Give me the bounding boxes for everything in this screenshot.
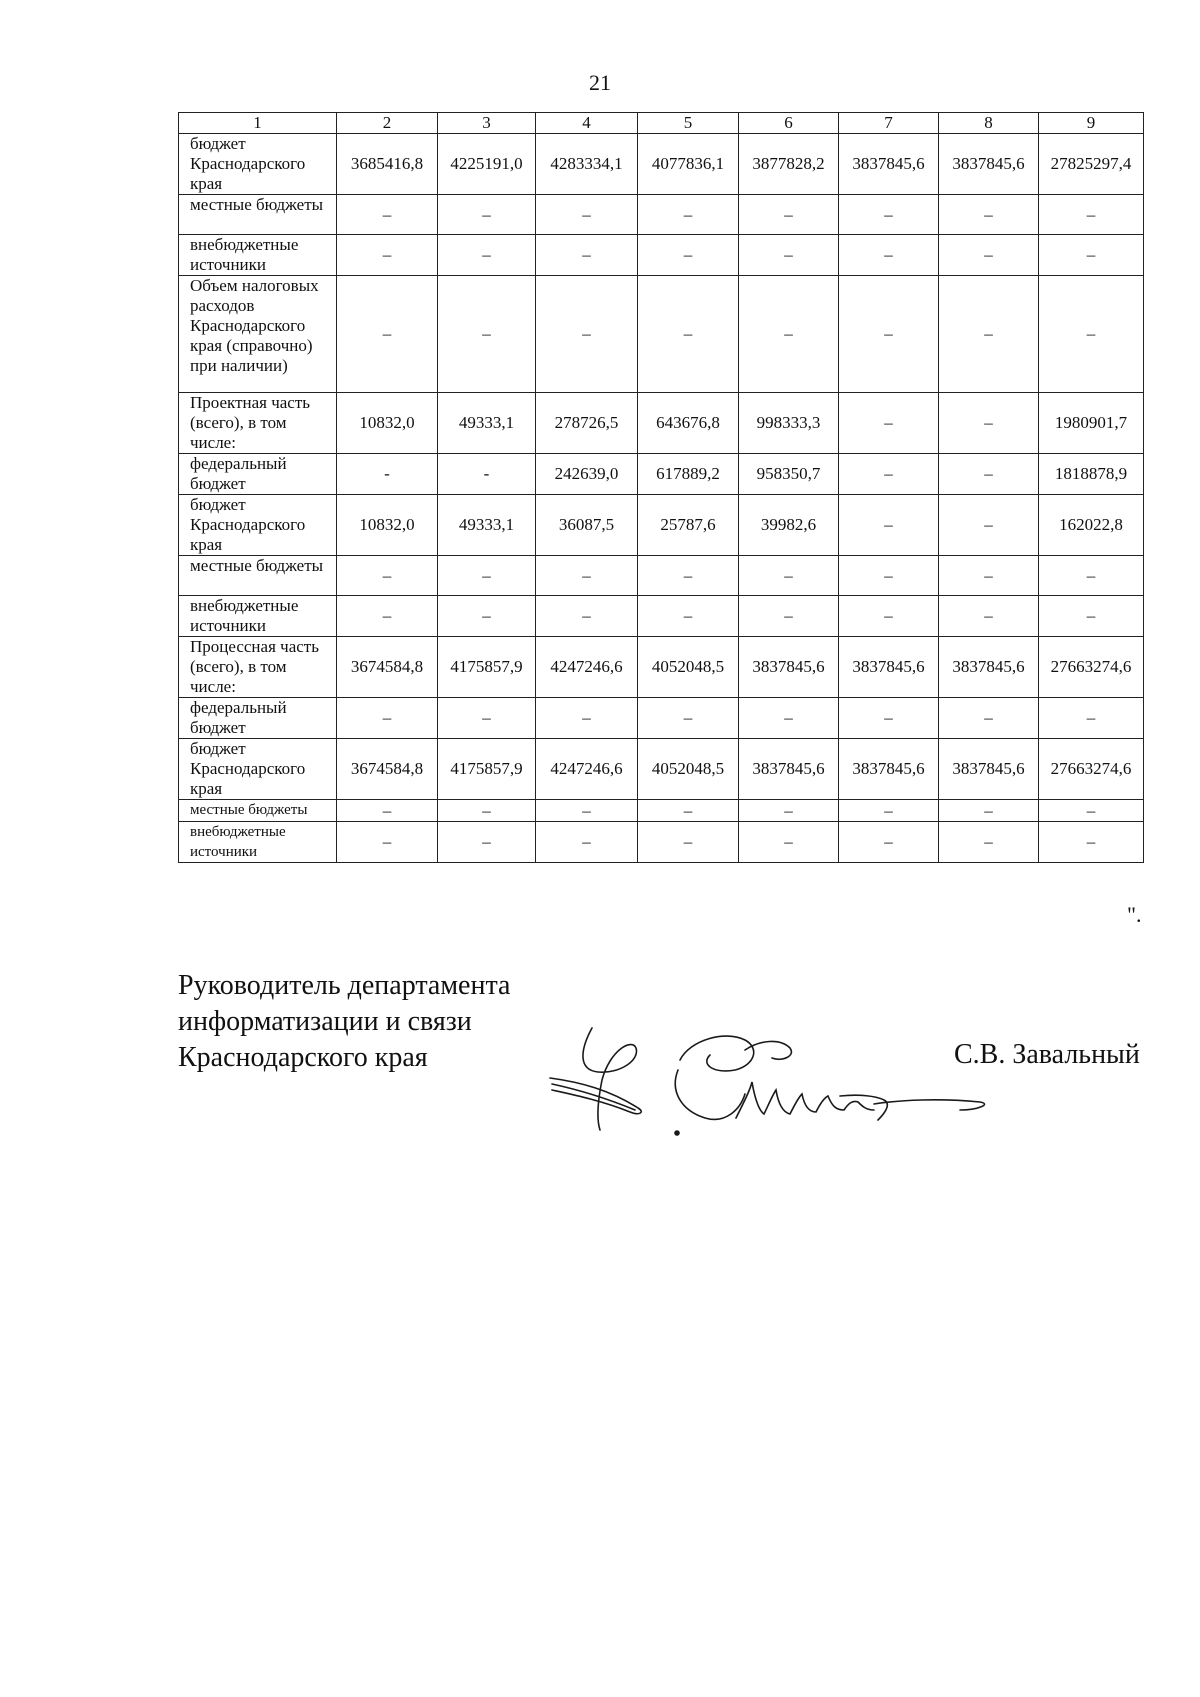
table-row: [179, 195, 1144, 235]
value-cell: 10832,0: [337, 393, 438, 454]
value-cell: 27663274,6: [1039, 637, 1144, 698]
value-cell: -: [438, 454, 536, 495]
row-label-cell: Процессная часть (всего), в том числе:: [179, 637, 337, 698]
value-cell: 4175857,9: [438, 637, 536, 698]
row-label-cell: внебюджетные источники: [179, 596, 337, 637]
value-cell: –: [739, 195, 839, 235]
value-cell: –: [1039, 698, 1144, 739]
value-cell: –: [438, 596, 536, 637]
value-cell: –: [438, 800, 536, 822]
value-cell: –: [438, 698, 536, 739]
value-cell: –: [839, 495, 939, 556]
value-cell: 242639,0: [536, 454, 638, 495]
value-cell: 617889,2: [638, 454, 739, 495]
value-cell: 4052048,5: [638, 637, 739, 698]
value-cell: –: [739, 235, 839, 276]
value-cell: –: [939, 276, 1039, 393]
value-cell: –: [939, 556, 1039, 596]
row-label-cell: местные бюджеты: [179, 800, 337, 822]
table-row: [179, 556, 1144, 596]
column-number-cell: 6: [739, 113, 839, 134]
value-cell: 278726,5: [536, 393, 638, 454]
value-cell: –: [638, 596, 739, 637]
page-number: 21: [589, 70, 611, 95]
value-cell: –: [939, 454, 1039, 495]
row-label-cell: федеральный бюджет: [179, 454, 337, 495]
value-cell: 3837845,6: [839, 739, 939, 800]
value-cell: 36087,5: [536, 495, 638, 556]
value-cell: 3674584,8: [337, 739, 438, 800]
value-cell: –: [337, 195, 438, 235]
value-cell: 3837845,6: [939, 637, 1039, 698]
value-cell: –: [337, 596, 438, 637]
value-cell: –: [438, 822, 536, 863]
value-cell: –: [337, 822, 438, 863]
table-row: [179, 800, 1144, 822]
value-cell: –: [1039, 822, 1144, 863]
value-cell: –: [638, 822, 739, 863]
value-cell: –: [739, 596, 839, 637]
table-row: [179, 596, 1144, 637]
value-cell: –: [438, 235, 536, 276]
handwritten-signature: [540, 1010, 1020, 1150]
table-row: [179, 393, 1144, 454]
value-cell: 162022,8: [1039, 495, 1144, 556]
value-cell: 49333,1: [438, 495, 536, 556]
value-cell: –: [337, 235, 438, 276]
value-cell: –: [536, 556, 638, 596]
value-cell: 4247246,6: [536, 637, 638, 698]
row-label-cell: внебюджетные источники: [179, 822, 337, 863]
value-cell: –: [839, 596, 939, 637]
value-cell: –: [739, 276, 839, 393]
value-cell: 3877828,2: [739, 134, 839, 195]
value-cell: –: [1039, 596, 1144, 637]
table-row: [179, 134, 1144, 195]
value-cell: –: [939, 235, 1039, 276]
value-cell: –: [337, 800, 438, 822]
column-number-cell: 8: [939, 113, 1039, 134]
value-cell: –: [536, 698, 638, 739]
table-row: [179, 739, 1144, 800]
table-row: [179, 698, 1144, 739]
value-cell: -: [337, 454, 438, 495]
value-cell: –: [1039, 556, 1144, 596]
value-cell: –: [739, 556, 839, 596]
signatory-title-line: информатизации и связи: [178, 1006, 472, 1037]
value-cell: 3837845,6: [839, 134, 939, 195]
value-cell: 1818878,9: [1039, 454, 1144, 495]
value-cell: 4077836,1: [638, 134, 739, 195]
value-cell: –: [638, 195, 739, 235]
column-number-cell: 7: [839, 113, 939, 134]
value-cell: 998333,3: [739, 393, 839, 454]
value-cell: –: [939, 195, 1039, 235]
value-cell: –: [839, 822, 939, 863]
value-cell: –: [438, 195, 536, 235]
row-label-cell: внебюджетные источники: [179, 235, 337, 276]
value-cell: –: [536, 800, 638, 822]
row-label-cell: бюджет Краснодарского края: [179, 739, 337, 800]
table-row: [179, 822, 1144, 863]
value-cell: –: [839, 393, 939, 454]
value-cell: 958350,7: [739, 454, 839, 495]
column-number-cell: 5: [638, 113, 739, 134]
value-cell: –: [839, 698, 939, 739]
row-label-cell: Объем налоговых расходов Краснодарского края (справочно) при наличии): [179, 276, 337, 393]
value-cell: 4283334,1: [536, 134, 638, 195]
value-cell: 3837845,6: [939, 739, 1039, 800]
value-cell: –: [536, 195, 638, 235]
column-number-cell: 3: [438, 113, 536, 134]
value-cell: –: [839, 195, 939, 235]
closing-quote-mark: ".: [1127, 902, 1142, 927]
value-cell: –: [739, 698, 839, 739]
value-cell: 3837845,6: [839, 637, 939, 698]
value-cell: –: [337, 556, 438, 596]
value-cell: –: [536, 235, 638, 276]
value-cell: –: [337, 698, 438, 739]
value-cell: 3685416,8: [337, 134, 438, 195]
table-row: [179, 276, 1144, 393]
value-cell: –: [438, 276, 536, 393]
value-cell: –: [839, 556, 939, 596]
value-cell: 4247246,6: [536, 739, 638, 800]
value-cell: 3837845,6: [739, 637, 839, 698]
value-cell: –: [438, 556, 536, 596]
value-cell: –: [638, 556, 739, 596]
value-cell: –: [739, 822, 839, 863]
value-cell: –: [839, 454, 939, 495]
value-cell: –: [939, 800, 1039, 822]
value-cell: 643676,8: [638, 393, 739, 454]
value-cell: –: [337, 276, 438, 393]
table-row: [179, 235, 1144, 276]
value-cell: –: [536, 276, 638, 393]
value-cell: –: [638, 698, 739, 739]
row-label-cell: федеральный бюджет: [179, 698, 337, 739]
value-cell: –: [1039, 276, 1144, 393]
value-cell: 3674584,8: [337, 637, 438, 698]
row-label-cell: бюджет Краснодарского края: [179, 495, 337, 556]
table-row: [179, 495, 1144, 556]
value-cell: –: [839, 235, 939, 276]
value-cell: 49333,1: [438, 393, 536, 454]
signatory-title: [178, 968, 510, 1076]
value-cell: –: [638, 276, 739, 393]
value-cell: –: [939, 596, 1039, 637]
value-cell: –: [638, 800, 739, 822]
value-cell: 3837845,6: [939, 134, 1039, 195]
row-label-cell: Проектная часть (всего), в том числе:: [179, 393, 337, 454]
value-cell: –: [939, 495, 1039, 556]
table-row: [179, 454, 1144, 495]
value-cell: 27825297,4: [1039, 134, 1144, 195]
row-label-cell: местные бюджеты: [179, 556, 337, 596]
budget-table: [178, 112, 1144, 863]
value-cell: –: [839, 800, 939, 822]
value-cell: 1980901,7: [1039, 393, 1144, 454]
value-cell: 4052048,5: [638, 739, 739, 800]
column-number-cell: 4: [536, 113, 638, 134]
value-cell: –: [638, 235, 739, 276]
value-cell: 25787,6: [638, 495, 739, 556]
value-cell: 27663274,6: [1039, 739, 1144, 800]
row-label-cell: бюджет Краснодарского края: [179, 134, 337, 195]
value-cell: –: [1039, 195, 1144, 235]
signatory-title-line: Руководитель департамента: [178, 970, 511, 1001]
value-cell: –: [939, 698, 1039, 739]
value-cell: 4225191,0: [438, 134, 536, 195]
value-cell: –: [536, 596, 638, 637]
value-cell: –: [1039, 800, 1144, 822]
value-cell: –: [536, 822, 638, 863]
column-number-cell: 2: [337, 113, 438, 134]
value-cell: –: [739, 800, 839, 822]
table-header-row: [179, 113, 1144, 134]
value-cell: –: [1039, 235, 1144, 276]
column-number-cell: 9: [1039, 113, 1144, 134]
value-cell: 3837845,6: [739, 739, 839, 800]
value-cell: –: [939, 393, 1039, 454]
row-label-cell: местные бюджеты: [179, 195, 337, 235]
value-cell: –: [939, 822, 1039, 863]
table-row: [179, 637, 1144, 698]
signatory-name: С.В. Завальный: [954, 1039, 1140, 1070]
value-cell: 39982,6: [739, 495, 839, 556]
value-cell: 4175857,9: [438, 739, 536, 800]
value-cell: 10832,0: [337, 495, 438, 556]
signatory-title-line: Краснодарского края: [178, 1042, 428, 1073]
value-cell: –: [839, 276, 939, 393]
column-number-cell: 1: [179, 113, 337, 134]
